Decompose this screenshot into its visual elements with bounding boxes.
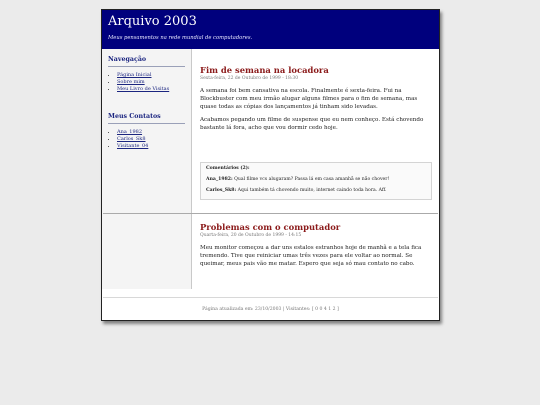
comment-item — [206, 188, 386, 193]
site-header — [102, 10, 439, 49]
footer-divider — [103, 297, 438, 298]
site-tagline: Meus pensamentos na rede mundial de computadores. — [108, 35, 253, 41]
comment-item — [206, 177, 389, 182]
comments-box — [200, 162, 432, 200]
post-paragraph: Meu monitor começou a dar uns estalos estranhos hoje de manhã e a tela fica tremendo. Tive que reiniciar umas três vezes para ele voltar ao normal. Se queimar, meus pais vão me matar. Espero que seja só mau contato no cabo. — [200, 245, 422, 267]
blog-post — [200, 222, 432, 268]
footer-text: Página atualizada em: 23/10/2003 | Visitantes: [ 0 0 4 1 2 ] — [202, 307, 339, 312]
post-date: Quarta-feira, 20 de Outubro de 1999 - 14:15 — [200, 233, 302, 238]
comment-author: Ana_1982: — [206, 177, 233, 182]
contact-item — [117, 136, 148, 143]
contacts-heading: Meus Contatos — [108, 113, 185, 124]
post-title[interactable]: Fim de semana na locadora — [200, 65, 329, 75]
post-paragraph: Acabamos pegando um filme de suspense que eu nem conheço. Está chovendo bastante lá fora, acho que vou dormir cedo hoje. — [200, 117, 424, 132]
post-title[interactable]: Problemas com o computador — [200, 222, 341, 232]
nav-link-about[interactable]: Sobre mim — [117, 79, 145, 85]
comments-title: Comentários (2): — [206, 166, 250, 171]
page-container — [101, 9, 440, 321]
post-date: Sexta-feira, 22 de Outubro de 1999 - 18:30 — [200, 76, 299, 81]
contact-link-visitante[interactable]: Visitante_04 — [117, 143, 149, 149]
comment-text: Qual filme vcs alugaram? Passa lá em casa amanhã se não chover! — [234, 177, 390, 182]
comment-author: Carlos_Sk8: — [206, 188, 237, 193]
footer — [102, 307, 439, 312]
post-paragraph: A semana foi bem cansativa na escola. Finalmente é sexta-feira. Fui na Blockbuster com meu irmão alugar alguns filmes para o fim de semana, mas quase todas as cópias dos lançamentos já tinham sido levadas. — [200, 88, 418, 110]
site-title: Arquivo 2003 — [108, 14, 197, 29]
nav-item-home — [117, 72, 169, 79]
contacts-list — [110, 129, 148, 150]
nav-link-guestbook[interactable]: Meu Livro de Visitas — [117, 86, 170, 92]
nav-list — [110, 72, 169, 93]
nav-heading: Navegação — [108, 56, 185, 67]
section-divider — [103, 213, 438, 214]
sidebar — [102, 49, 192, 289]
nav-link-home[interactable]: Página Inicial — [117, 72, 152, 78]
blog-post — [200, 65, 432, 193]
nav-item-guestbook — [117, 86, 169, 93]
contact-item — [117, 129, 148, 136]
contact-link-ana[interactable]: Ana_1982 — [117, 129, 143, 135]
contact-link-carlos[interactable]: Carlos_Sk8 — [117, 136, 146, 142]
contact-item — [117, 143, 148, 150]
comment-text: Aqui também tá chovendo muito, internet caindo toda hora. Aff. — [237, 188, 387, 193]
nav-item-about — [117, 79, 169, 86]
